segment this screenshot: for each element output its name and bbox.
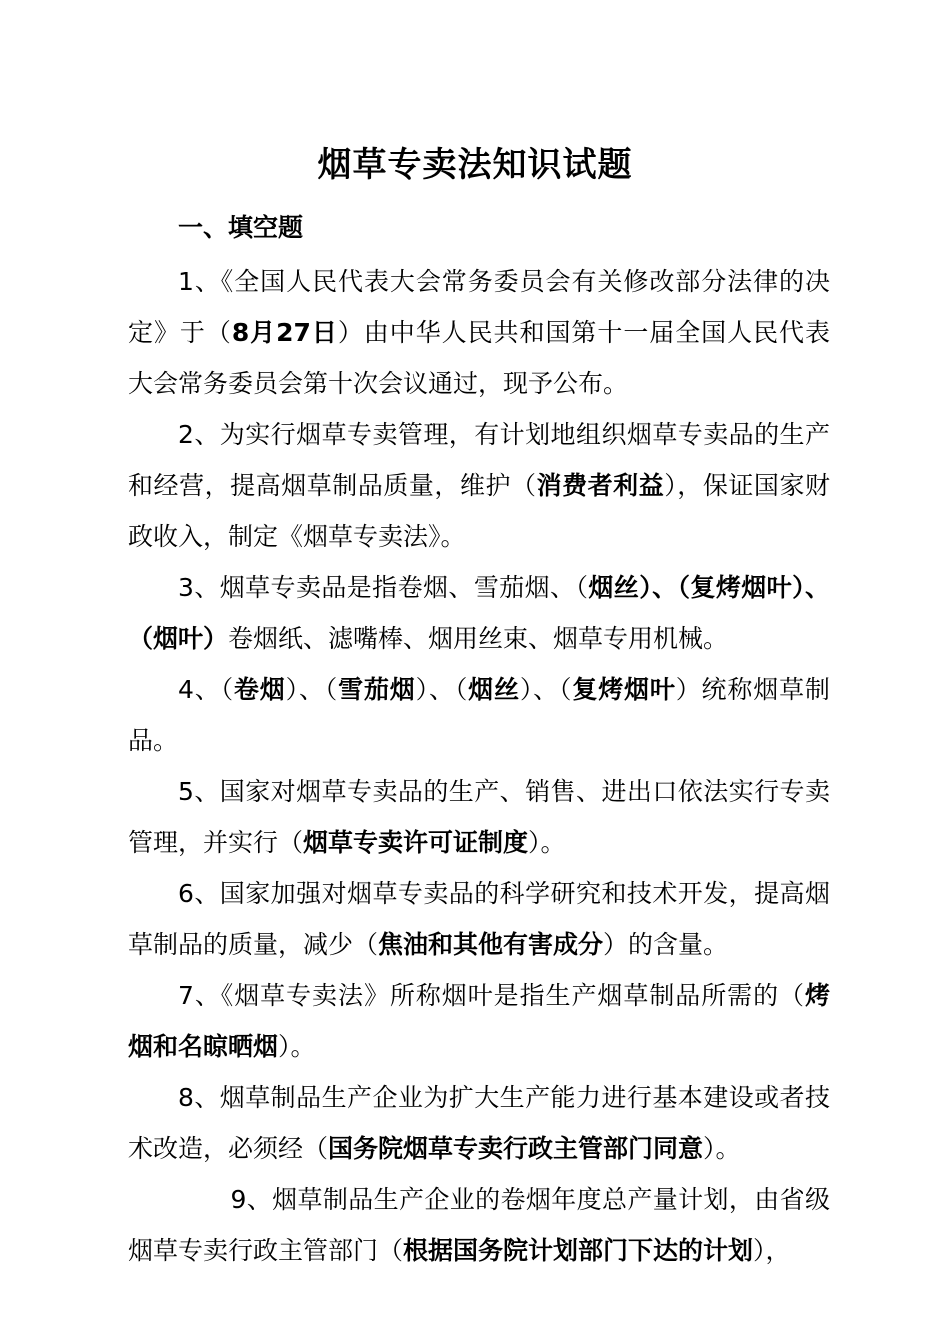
- question-text: 卷烟纸、滤嘴棒、烟用丝束、烟草专用机械。: [228, 624, 729, 653]
- question-text: ）统称烟草制品。: [128, 675, 830, 755]
- answer-text: 烟丝）、（复烤烟叶）、（烟叶）: [128, 573, 830, 653]
- question-text: 9、烟草制品生产企业的卷烟年度总产量计划，由省级烟草专卖行政主管部门（: [128, 1185, 830, 1265]
- question-text: 6、国家加强对烟草专卖品的科学研究和技术开发，提高烟草制品的质量，减少（: [128, 879, 830, 959]
- question-text: ）、（: [285, 675, 339, 704]
- question-text: ）、（: [519, 675, 573, 704]
- question-2: [128, 409, 830, 562]
- question-text: 5、国家对烟草专卖品的生产、销售、进出口依法实行专卖管理，并实行（: [128, 777, 830, 857]
- answer-text: 焦油和其他有害成分: [378, 930, 604, 959]
- question-3: [128, 562, 830, 664]
- question-text: ）由中华人民共和国第十一届全国人民代表大会常务委员会第十次会议通过，现予公布。: [128, 318, 830, 398]
- answer-text: 雪茄烟: [338, 675, 416, 704]
- question-text: 2、为实行烟草专卖管理，有计划地组织烟草专卖品的生产和经营，提高烟草制品质量，维护（: [128, 420, 830, 500]
- question-text: ）。: [278, 1032, 316, 1061]
- question-text: 8、烟草制品生产企业为扩大生产能力进行基本建设或者技术改造，必须经（: [128, 1083, 830, 1163]
- question-text: ）。: [528, 828, 566, 857]
- question-text: ），: [753, 1236, 791, 1265]
- answer-text: 烟草专卖许可证制度: [303, 828, 529, 857]
- question-1: [128, 256, 830, 409]
- answer-text: 烤烟和名晾晒烟: [128, 981, 830, 1061]
- question-list: [128, 256, 830, 1276]
- question-7: [128, 970, 830, 1072]
- question-9: [128, 1174, 830, 1276]
- question-text: ）的含量。: [603, 930, 729, 959]
- section-heading: 一、填空题: [178, 213, 304, 242]
- question-text: 1、《全国人民代表大会常务委员会有关修改部分法律的决定》于（: [128, 267, 830, 347]
- question-8: [128, 1072, 830, 1174]
- answer-text: 消费者利益: [536, 471, 665, 500]
- question-text: 4、（: [178, 675, 234, 704]
- answer-text: 复烤烟叶: [572, 675, 676, 704]
- answer-text: 根据国务院计划部门下达的计划: [403, 1236, 754, 1265]
- answer-text: 烟丝: [468, 675, 520, 704]
- question-text: ）、（: [415, 675, 469, 704]
- question-text: 7、《烟草专卖法》所称烟叶是指生产烟草制品所需的（: [178, 981, 805, 1010]
- question-6: [128, 868, 830, 970]
- question-4: [128, 664, 830, 766]
- question-text: ）。: [703, 1134, 741, 1163]
- question-5: [128, 766, 830, 868]
- answer-text: 卷烟: [233, 675, 286, 704]
- document-title: 烟草专卖法知识试题: [317, 145, 633, 185]
- question-text: 3、烟草专卖品是指卷烟、雪茄烟、（: [178, 573, 589, 602]
- question-text: ），保证国家财政收入，制定《烟草专卖法》。: [128, 471, 830, 551]
- answer-text: 8月27日: [231, 318, 338, 347]
- answer-text: 国务院烟草专卖行政主管部门同意: [328, 1134, 704, 1163]
